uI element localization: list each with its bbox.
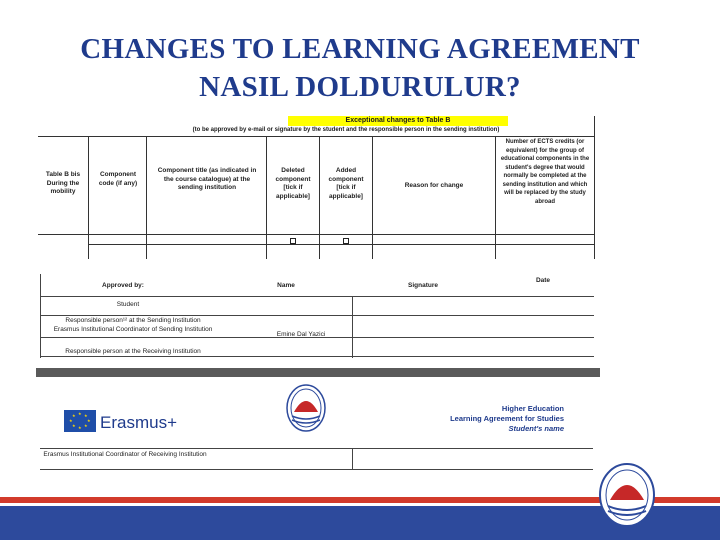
col-added-component: Added component [tick if applicable] (328, 167, 364, 200)
table-b-subheader: (to be approved by e-mail or signature by the student and the responsible person in the sending institution) (192, 127, 500, 133)
grid-line (40, 356, 594, 357)
col-component-title: Component title (as indicated in the course catalogue) at the sending institution (157, 167, 257, 191)
table-b-header: Exceptional changes to Table B (288, 116, 508, 126)
grid-line (352, 449, 353, 469)
he-line-1: Higher Education (501, 404, 564, 413)
approval-table (38, 274, 594, 358)
grid-line (88, 136, 89, 259)
he-line-2: Learning Agreement for Studies (450, 414, 564, 423)
grid-line (38, 136, 594, 137)
grid-line (40, 296, 594, 297)
col-ects-credits: Number of ECTS credits (or equivalent) for the group of educational components in the student's degree that would normally be completed at the sending institution and which will be replaced by the study abroad (500, 139, 590, 205)
header-date: Date (535, 277, 551, 284)
title-line-1: CHANGES TO LEARNING AGREEMENT (80, 33, 640, 65)
row-responsible-receiving: Responsible person at the Receiving Institution (65, 348, 201, 355)
he-learning-agreement-block (420, 404, 564, 434)
col-deleted-component: Deleted component [tick if applicable] (275, 167, 311, 200)
header-approved-by: Approved by: (102, 282, 144, 289)
university-seal-icon (286, 384, 326, 432)
grid-line (372, 136, 373, 259)
col-reason-for-change: Reason for change (404, 182, 464, 189)
separator-band (36, 368, 600, 377)
grid-line (38, 234, 594, 235)
grid-line (40, 315, 594, 316)
grid-line (352, 296, 353, 358)
erasmus-plus-logo-text: Erasmus+ (100, 413, 177, 432)
header-name: Name (277, 282, 295, 289)
university-seal-corner-icon (598, 462, 656, 528)
row-coordinator-sending: Erasmus Institutional Coordinator of Sending Institution (53, 326, 213, 333)
header-signature: Signature (408, 282, 438, 289)
grid-line (40, 274, 41, 358)
col-component-code: Component code (if any) (98, 171, 138, 187)
row-coordinator-sending-name: Emine Dal Yazici (276, 331, 326, 338)
grid-line (319, 136, 320, 259)
deleted-checkbox[interactable] (290, 238, 296, 244)
slide-title (0, 30, 720, 106)
col-table-b-bis: Table B bis During the mobility (45, 171, 81, 195)
row-responsible-sending: Responsible person¹² at the Sending Institution (65, 317, 201, 324)
grid-line (495, 136, 496, 259)
he-line-3: Student's name (508, 424, 564, 433)
grid-line (146, 136, 147, 259)
grid-line (88, 244, 594, 245)
added-checkbox[interactable] (343, 238, 349, 244)
row-student: Student (116, 301, 140, 308)
grid-line (266, 136, 267, 259)
table-b-exceptional-changes (38, 116, 595, 259)
receiving-coordinator-label: Erasmus Institutional Coordinator of Receiving Institution (43, 451, 207, 458)
title-line-2: NASIL DOLDURULUR? (199, 71, 521, 103)
eu-flag-icon: ★ ★ ★ ★ ★ ★ ★ ★ (64, 410, 96, 432)
receiving-coordinator-row (40, 448, 593, 470)
